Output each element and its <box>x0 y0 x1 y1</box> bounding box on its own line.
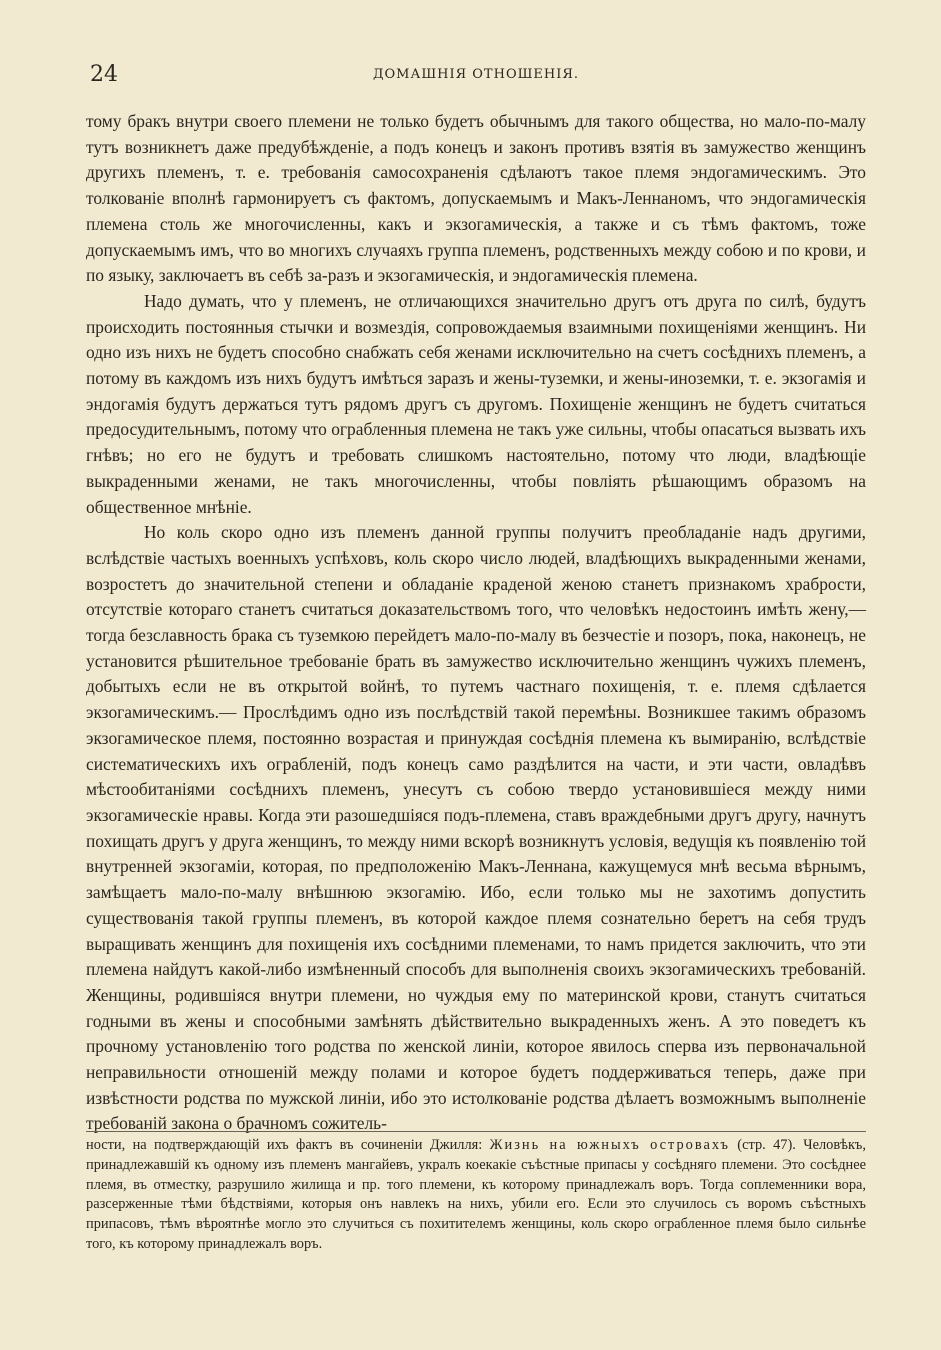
running-title: ДОМАШНІЯ ОТНОШЕНІЯ. <box>372 67 580 82</box>
paragraph-3: Но коль скоро одно изъ племенъ данной группы получитъ преобладаніе надъ другими, вслѣдствіе частыхъ военныхъ успѣховъ, коль скоро число людей, владѣющихъ выкраденными женами, возростетъ до значительной степени и обладаніе краденой женою станетъ признакомъ храбрости, отсутствіе котораго станетъ считаться доказательствомъ того, что человѣкъ недостоинъ имѣть жену,—тогда безславность брака съ туземкою перейдетъ мало-по-малу въ безчестіе и позоръ, пока, наконецъ, не установится рѣшительное требованіе брать въ замужество исключительно женщинъ чужихъ племенъ, добытыхъ если не въ открытой войнѣ, то путемъ частнаго похищенія, т. е. племя сдѣлается экзогамическимъ.— Прослѣдимъ одно изъ послѣдствій такой перемѣны. Возникшее такимъ образомъ экзогамическое племя, постоянно возрастая и принуждая сосѣднія племена къ вымиранію, вслѣдствіе систематическихъ ихъ ограбленій, подъ конецъ само раздѣлится на части, и эти части, овладѣвъ мѣстообитаніями сосѣднихъ племенъ, унесутъ съ собою твердо установившіеся между ними экзогамическіе нравы. Когда эти разошедшіяся подъ-племена, ставъ враждебными другъ другу, начнутъ похищать другъ у друга женщинъ, то между ними вскорѣ возникнутъ условія, ведущія къ появленію той внутренней экзогаміи, которая, по предположенію Макъ-Леннана, кажущемуся мнѣ весьма вѣрнымъ, замѣщаетъ мало-по-малу внѣшнюю экзогамію. Ибо, если только мы не захотимъ допустить существованія такой группы племенъ, въ которой каждое племя сознательно беретъ на себя трудъ выращивать женщинъ для похищенія ихъ сосѣдними племенами, то намъ придется заключить, что эти племена найдутъ какой-либо измѣненный способъ для выполненія своихъ экзогамическихъ требованій. Женщины, родившіяся внутри племени, но чуждыя ему по материнской крови, станутъ считаться годными въ жены и способными замѣнять дѣйствительно выкраденныхъ женъ. А это поведетъ къ прочному установленію того родства по женской линіи, которое явилось сперва изъ первоначальной неправильности отношеній между полами и которое будетъ поддерживаться теперь, даже при извѣстности родства по мужской линіи, ибо это истолкованіе родства дѣлаетъ возможнымъ выполненіе требованій закона о брачномъ сожитель- <box>86 522 866 1134</box>
paragraph-1: тому бракъ внутри своего племени не только будетъ обычнымъ для такого общества, но мало-по-малу тутъ возникнетъ даже предубѣжденіе, а подъ конецъ и законъ противъ взятія въ замужество женщинъ другихъ племенъ, т. е. требованія самосохраненія сдѣлаютъ такое племя эндогамическимъ. Это толкованіе вполнѣ гармонируетъ съ фактомъ, допускаемымъ и Макъ-Леннаномъ, что эндогамическія племена столь же многочисленны, какъ и экзогамическія, а также и съ тѣмъ фактомъ, тоже допускаемымъ имъ, что во многихъ случаяхъ группа племенъ, родственныхъ между собою и по крови, и по языку, заключаетъ въ себѣ за-разъ и экзогамическія, и эндогамическія племена. <box>86 111 866 286</box>
footnote-divider <box>86 1131 866 1132</box>
footnote-text-end: (стр. 47). Человѣкъ, принадлежавшій къ одному изъ племенъ мангайевъ, укралъ коекакіе съѣстные припасы у сосѣдняго племени. Это сосѣднее племя, въ отместку, разрушило жилища и пр. того племени, къ которому принадлежалъ воръ. Тогда соплеменники вора, разсерженные тѣми бѣдствіями, которыя онъ навлекъ на нихъ, убили его. Если это случилось съ воромъ съѣстныхъ припасовъ, тѣмъ вѣроятнѣе могло это случиться съ похитителемъ женщины, коль скоро ограбленное племя было сильнѣе того, къ которому принадлежалъ воръ. <box>86 1137 866 1252</box>
footnote-text-start: ности, на подтверждающій ихъ фактъ въ сочиненіи Джилля: <box>86 1137 490 1153</box>
footnote <box>86 1136 866 1255</box>
main-text <box>86 109 866 1137</box>
footnote-book-title: Жизнь на южныхъ островахъ <box>489 1137 730 1153</box>
page-number: 24 <box>90 62 118 87</box>
paragraph-2: Надо думать, что у племенъ, не отличающихся значительно другъ отъ друга по силѣ, будутъ происходить постоянныя стычки и возмездія, сопровождаемыя взаимными похищеніями женщинъ. Ни одно изъ нихъ не будетъ способно снабжать себя женами исключительно на счетъ сосѣднихъ племенъ, а потому въ каждомъ изъ нихъ будутъ имѣться заразъ и жены-туземки, и жены-иноземки, т. е. экзогамія и эндогамія будутъ держаться тутъ рядомъ другъ съ другомъ. Похищеніе женщинъ не будетъ считаться предосудительнымъ, потому что ограбленныя племена не такъ уже сильны, чтобы опасаться вызвать ихъ гнѣвъ; но его не будутъ и требовать слишкомъ настоятельно, потому что люди, владѣющіе выкраденными женами, не такъ многочисленны, чтобы повліять рѣшающимъ образомъ на общественное мнѣніе. <box>86 290 866 517</box>
page-header <box>86 62 866 86</box>
